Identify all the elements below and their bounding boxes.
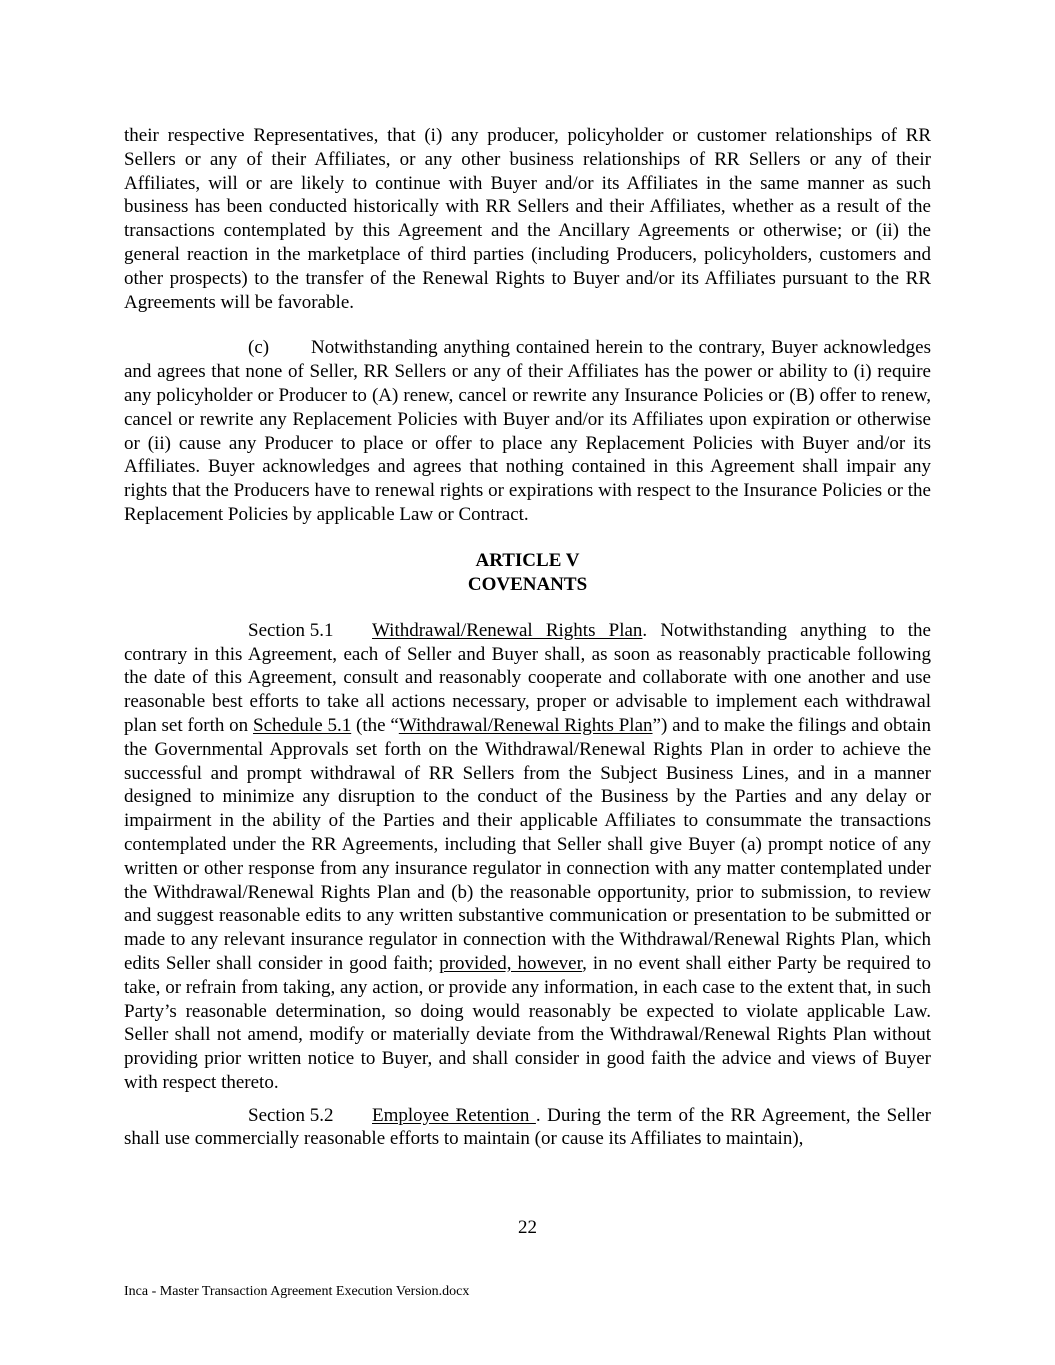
paragraph-c: [124, 336, 931, 526]
section-5-1: [124, 619, 931, 1095]
section-5-1-title: Withdrawal/Renewal Rights Plan: [372, 619, 643, 641]
section-5-1-text-1: . Notwithstanding anything to the contrary in this Agreement, each of Seller and Buyer shall, as soon as reasonably practicable following the date of this Agreement, consult and reasonably cooperate and collaborate with one another and use reasonable best efforts to take all actions necessary, proper or advisable to implement each withdrawal plan set forth on: [124, 619, 931, 736]
article-title: COVENANTS: [467, 573, 588, 595]
section-5-2-number: Section 5.2: [248, 1104, 334, 1126]
section-5-1-text-4: , in no event shall either Party be required to take, or refrain from taking, any action, or provide any information, in each case to the extent that, in such Party’s reasonable determination, so doing would reasonably be expected to violate applicable Law. Seller shall not amend, modify or materially deviate from the Withdrawal/Renewal Rights Plan without providing prior written notice to Buyer, and shall consider in good faith the advice and views of Buyer with respect thereto.: [124, 952, 931, 1093]
proviso: provided, however: [439, 952, 583, 974]
schedule-reference: Schedule 5.1: [253, 714, 352, 736]
section-5-2-text: . During the term of the RR Agreement, the Seller shall use commercially reasonable efforts to maintain (or cause its Affiliates to maintain),: [124, 1104, 931, 1150]
paragraph-c-label: (c): [248, 337, 270, 359]
paragraph-c-text: Notwithstanding anything contained herein to the contrary, Buyer acknowledges and agrees that none of Seller, RR Sellers or any of their Affiliates has the power or ability to (i) require any policyholder or Producer to (A) renew, cancel or rewrite any Insurance Policies or (B) offer to renew, cancel or rewrite any Replacement Policies with Buyer and/or its Affiliates upon expiration or otherwise or (ii) cause any Producer to place or offer to place any Replacement Policies with Buyer and/or its Affiliates. Buyer acknowledges and agrees that nothing contained in this Agreement shall impair any rights that the Producers have to renewal rights or expirations with respect to the Insurance Policies or the Replacement Policies by applicable Law or Contract.: [124, 337, 931, 525]
section-5-2: [124, 1104, 931, 1152]
section-5-1-text-2: (the “: [351, 714, 399, 736]
section-5-1-text-3: ”) and to make the filings and obtain the Governmental Approvals set forth on the Withdrawal/Renewal Rights Plan in order to achieve the successful and prompt withdrawal of RR Sellers from the Subject Business Lines, and in a manner designed to minimize any disruption to the conduct of the Business by the Parties and any delay or impairment in the ability of the Parties and their applicable Affiliates to consummate the transactions contemplated under the RR Agreements, including that Seller shall give Buyer (a) prompt notice of any written or other response from any insurance regulator in connection with any matter contemplated under the Withdrawal/Renewal Rights Plan and (b) the reasonable opportunity, prior to submission, to review and suggest reasonable edits to any written substantive communication or presentation to be submitted or made to any relevant insurance regulator in connection with the Withdrawal/Renewal Rights Plan, which edits Seller shall consider in good faith;: [124, 714, 931, 974]
page-number: 22: [518, 1217, 537, 1238]
section-5-1-number: Section 5.1: [248, 619, 334, 641]
defined-term: Withdrawal/Renewal Rights Plan: [398, 714, 653, 736]
article-heading: [124, 549, 931, 597]
article-number: ARTICLE V: [475, 549, 580, 571]
document-body: [124, 124, 931, 1151]
paragraph-continuation: their respective Representatives, that (i) any producer, policyholder or customer relationships of RR Sellers or any of their Affiliates, or any other business relationships of RR Sellers or any of their Affiliates, will or are likely to continue with Buyer and/or its Affiliates in the same manner as such business has been conducted historically with RR Sellers and their Affiliates, whether as a result of the transactions contemplated by this Agreement and the Ancillary Agreements or otherwise; or (ii) the general reaction in the marketplace of third parties (including Producers, policyholders, customers and other prospects) to the transfer of the Renewal Rights to Buyer and/or its Affiliates pursuant to the RR Agreements will be favorable.: [124, 125, 931, 313]
document-footer: Inca - Master Transaction Agreement Execution Version.docx: [124, 1284, 470, 1299]
section-5-2-title: Employee Retention: [372, 1104, 536, 1126]
